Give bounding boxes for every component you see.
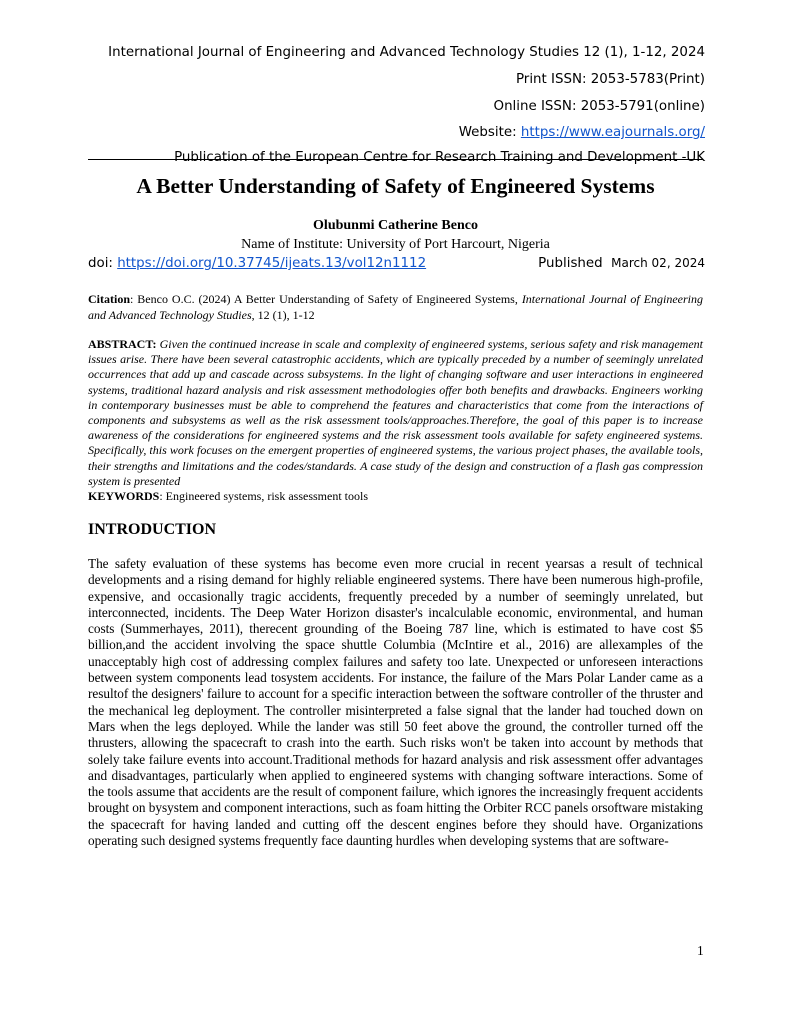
- keywords-block: [88, 489, 703, 504]
- institute-line: Name of Institute: University of Port Harcourt, Nigeria: [241, 237, 550, 252]
- print-issn: Print ISSN: 2053-5783(Print): [515, 72, 705, 87]
- abstract-block: [88, 337, 703, 489]
- keywords-text: : Engineered systems, risk assessment tools: [159, 489, 368, 503]
- citation-label: Citation: [88, 292, 130, 306]
- citation-block: [88, 291, 703, 323]
- author-name: Olubunmi Catherine Benco: [313, 218, 478, 233]
- published-date: March 02, 2024: [611, 256, 705, 270]
- doi-line: [88, 256, 426, 271]
- website-label: Website:: [458, 125, 521, 140]
- citation-text: : Benco O.C. (2024) A Better Understanding of Safety of Engineered Systems,: [130, 292, 522, 306]
- doi-label: doi:: [88, 256, 118, 271]
- published-line: [538, 256, 705, 271]
- citation-volume: , 12 (1), 1-12: [251, 308, 315, 322]
- abstract-text: Given the continued increase in scale and complexity of engineered systems, serious safety and risk management issues arise. There have been several catastrophic accidents, which are typically preceded by a number of seemingly unrelated occurrences that add up and cascade across subsystems. In the light of changing software and user interactions in engineered systems, traditional hazard analysis and risk assessment methodologies offer both benefits and drawbacks. Engineers working in contemporary businesses must be able to comprehend the features and characteristics that come from the interactions of components and subsystems as well as the risk assessment tools/approaches.Therefore, the goal of this paper is to increase awareness of the considerations for engineered systems and the risk assessment tools available for safety engineered systems. Specifically, this work focuses on the emergent properties of engineered systems, the various project phases, the available tools, their strengths and limitations and the codes/standards. A case study of the design and construction of a flash gas compression system is presented: [88, 337, 703, 488]
- paper-title: A Better Understanding of Safety of Engineered Systems: [136, 174, 655, 198]
- online-issn: Online ISSN: 2053-5791(online): [493, 99, 705, 114]
- website-line: [459, 125, 705, 140]
- journal-header-line: International Journal of Engineering and Advanced Technology Studies 12 (1), 1-12, 2024: [108, 45, 705, 60]
- doi-link[interactable]: https://doi.org/10.37745/ijeats.13/vol12n1112: [117, 256, 427, 271]
- website-link[interactable]: https://www.eajournals.org/: [520, 125, 705, 140]
- published-label: Published: [538, 256, 603, 271]
- keywords-label: KEYWORDS: [88, 489, 160, 503]
- introduction-heading: INTRODUCTION: [88, 521, 217, 538]
- introduction-body: The safety evaluation of these systems has become even more crucial in recent yearsas a result of technical developments and a rising demand for highly reliable engineered systems. There have been numerous high-profile, expensive, and occasionally tragic accidents, frequently preceded by a number of seemingly unrelated, but interconnected, incidents. The Deep Water Horizon disaster's incalculable economic, environmental, and human costs (Summerhayes, 2011), therecent grounding of the Boeing 787 line, which is estimated to have cost $5 billion,and the accident involving the space shuttle Columbia (McIntire et al., 2016) are allexamples of the unacceptably high cost of addressing complex failures and safety too late. Unexpected or unforeseen interactions between system components lead tosystem accidents. For instance, the failure of the Mars Polar Lander came as a resultof the designers' failure to account for a specific interaction between the software controller of the thruster and the mechanical leg deployment. The controller misinterpreted a false signal that the lander had touched down on Mars when the legs deployed. While the lander was still 50 feet above the ground, the controller turned off the thrusters, allowing the spacecraft to crash into the earth. Such risks won't be taken into account by methods that solely take failure events into account.Traditional methods for hazard analysis and risk assessment offer advantages and disadvantages, particularly when applied to engineered systems with changing software interactions. Some of the tools assume that accidents are the result of component failure, which ignores the increasingly frequent accidents brought on bysystem and component interactions, such as foam hitting the Orbiter RCC panels orsoftware mistaking the spacecraft for having landed and cutting off the descent engines before they should have. Organizations operating such designed systems frequently face daunting hurdles when developing systems that are software-: [88, 556, 703, 849]
- page-number: 1: [697, 943, 704, 958]
- citation-journal: International Journal of Engineering and Advanced Technology Studies: [88, 292, 704, 322]
- abstract-label: ABSTRACT:: [88, 337, 157, 351]
- publisher-line: Publication of the European Centre for Research Training and Development -UK: [174, 150, 705, 165]
